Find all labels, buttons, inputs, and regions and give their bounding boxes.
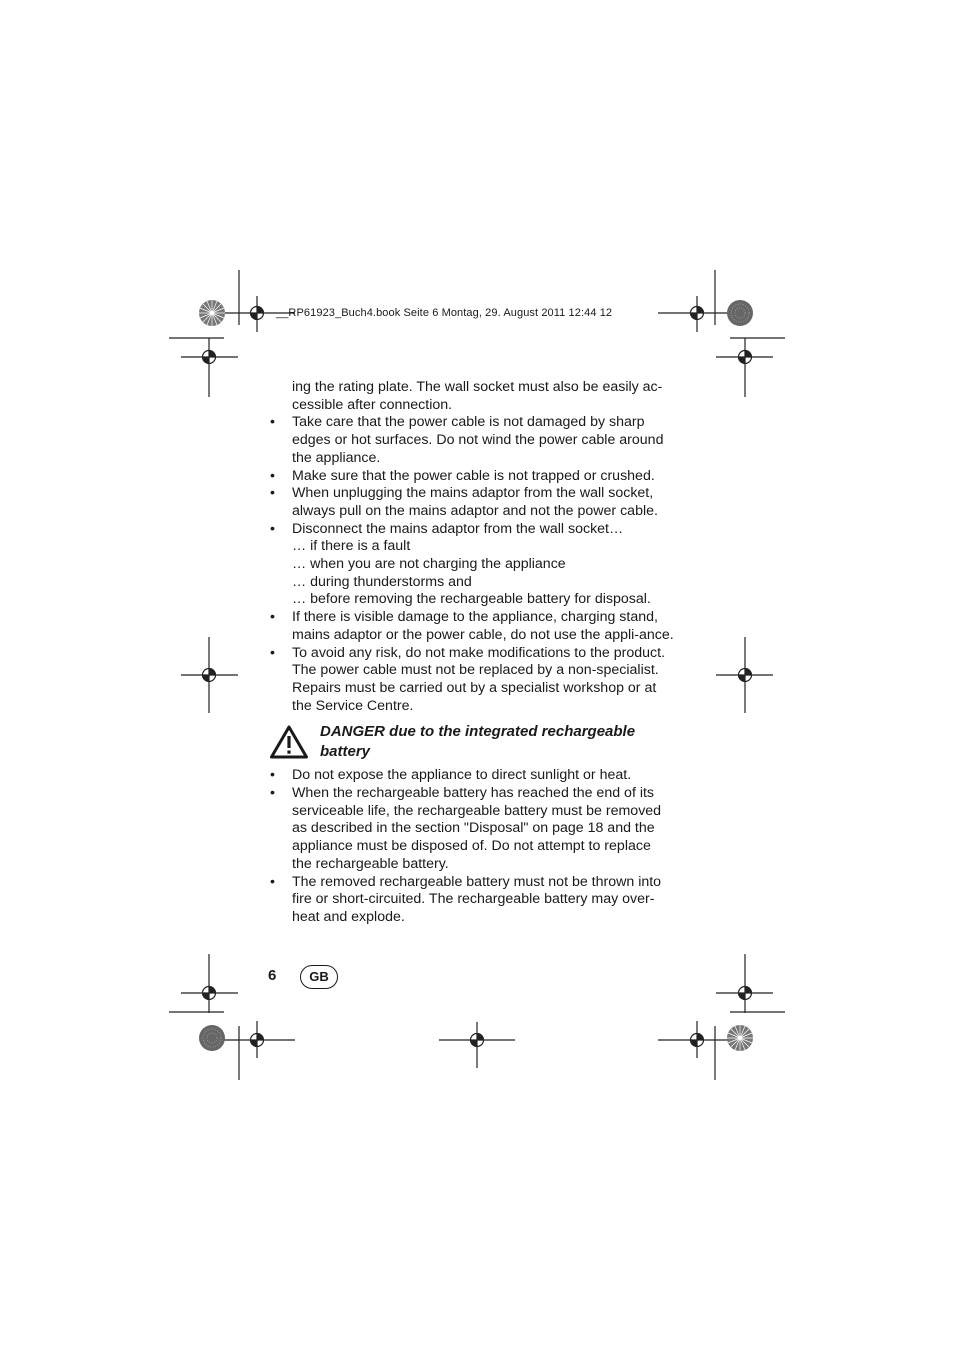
bullet: • xyxy=(270,873,275,890)
bullet: • xyxy=(270,785,275,802)
warning-triangle-icon xyxy=(270,725,308,759)
list-item-text: When unplugging the mains adaptor from the wall socket, always pull on the mains adaptor and not the power cable. xyxy=(292,485,658,519)
list-item xyxy=(270,767,674,785)
list-item-text: To avoid any risk, do not make modifications to the product. The power cable must not be replaced by a non-specialist. Repairs must be carried out by a specialist workshop or at the Service Centre. xyxy=(292,644,666,714)
list-item xyxy=(270,785,674,874)
list-item xyxy=(270,645,674,716)
danger-title-line-1: DANGER due to the integrated rechargeable xyxy=(320,723,636,741)
instructions-body xyxy=(270,379,674,927)
sub-item: … when you are not charging the appliance xyxy=(292,556,566,573)
list-item xyxy=(270,468,674,486)
list-item xyxy=(270,414,674,467)
bullet: • xyxy=(270,485,275,502)
bullet: • xyxy=(270,520,275,537)
list-item-text: Do not expose the appliance to direct sunlight or heat. xyxy=(292,767,632,784)
bullet: • xyxy=(270,644,275,661)
list-item-text: Make sure that the power cable is not trapped or crushed. xyxy=(292,467,655,484)
danger-heading xyxy=(270,722,674,767)
page-number: 6 xyxy=(268,967,277,984)
sub-item: … if there is a fault xyxy=(292,538,411,555)
language-badge: GB xyxy=(300,965,338,989)
danger-title-line-2: battery xyxy=(320,743,371,761)
list-item-text: Disconnect the mains adaptor from the wall socket… xyxy=(292,520,624,537)
bullet: • xyxy=(270,609,275,626)
list-item-text: If there is visible damage to the appliance, charging stand, mains adaptor or the power cable, do not use the appli-ance. xyxy=(292,609,674,643)
list-item xyxy=(270,521,674,539)
bullet: • xyxy=(270,467,275,484)
list-item xyxy=(270,609,674,644)
list-item-text: Take care that the power cable is not damaged by sharp edges or hot surfaces. Do not wind the power cable around the appliance. xyxy=(292,414,664,466)
list-item-text: The removed rechargeable battery must not be thrown into fire or short-circuited. The rechargeable battery may over-heat and explode. xyxy=(292,873,662,925)
bullet: • xyxy=(270,414,275,431)
list-item xyxy=(270,485,674,520)
list-item-text: When the rechargeable battery has reached the end of its serviceable life, the rechargeable battery must be removed as described in the section "Disposal" on page 18 and the appliance must be disposed of. Do not attempt to replace the rechargeable battery. xyxy=(292,785,662,872)
sub-item: … during thunderstorms and xyxy=(292,573,472,590)
list-item xyxy=(270,874,674,927)
continuation-text: ing the rating plate. The wall socket must also be easily ac-cessible after connection. xyxy=(292,379,663,413)
print-header-file-info: __RP61923_Buch4.book Seite 6 Montag, 29. August 2011 12:44 12 xyxy=(276,307,613,319)
bullet: • xyxy=(270,767,275,784)
sub-item: … before removing the rechargeable battery for disposal. xyxy=(292,591,651,608)
danger-title xyxy=(320,722,635,762)
